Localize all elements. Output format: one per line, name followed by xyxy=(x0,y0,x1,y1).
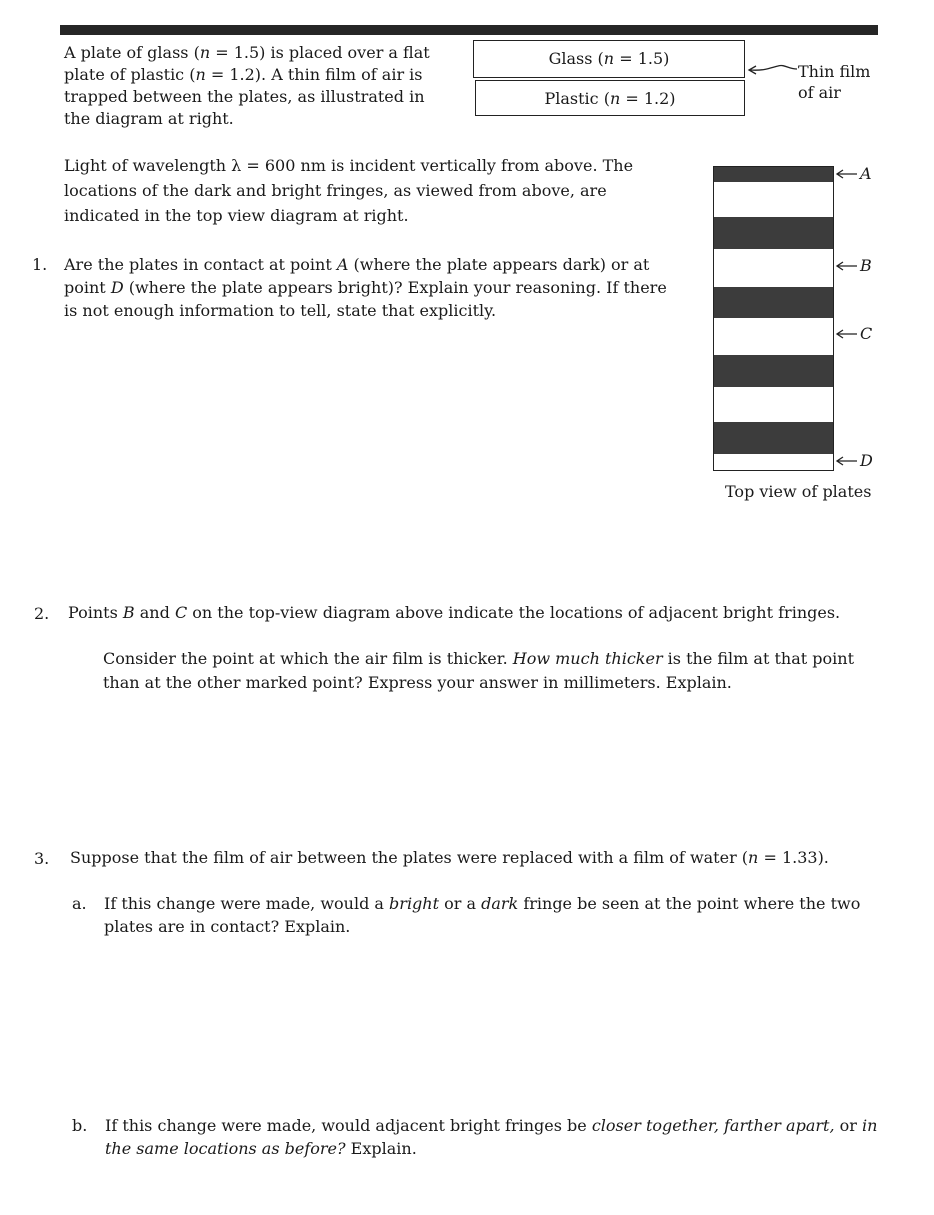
plastic-plate: Plastic (n = 1.2) xyxy=(475,80,745,116)
question-3a-number: a. xyxy=(72,894,87,913)
question-1-number: 1. xyxy=(32,255,48,274)
intro-paragraph: A plate of glass (n = 1.5) is placed over a flat plate of plastic (n = 1.2). A thin film of air is trapped between the plates, as illustrated in the diagram at right. xyxy=(64,43,430,128)
thin-film-label: Thin film of air xyxy=(798,62,871,102)
question-3-text: Suppose that the film of air between the plates were replaced with a film of water (n = 1.33). xyxy=(70,848,829,867)
point-d-label: D xyxy=(860,451,873,470)
question-3b-number: b. xyxy=(72,1116,88,1135)
question-3b-text: If this change were made, would adjacent bright fringes be closer together, farther apart, or in the same locations as before? Explain. xyxy=(105,1116,878,1158)
question-1-text: Are the plates in contact at point A (where the plate appears dark) or at point D (where the plate appears bright)? Explain your reasoning. If there is not enough information to tell, state that explicitly. xyxy=(64,255,667,320)
question-2-number: 2. xyxy=(34,604,50,623)
question-3-number: 3. xyxy=(34,849,50,868)
question-2-text: Points B and C on the top-view diagram above indicate the locations of adjacent bright fringes. xyxy=(68,603,841,622)
point-a-label: A xyxy=(860,164,872,183)
glass-plate: Glass (n = 1.5) xyxy=(473,40,745,78)
top-view-caption: Top view of plates xyxy=(725,482,872,501)
question-3a-text: If this change were made, would a bright or a dark fringe be seen at the point where the two plates are in contact? Explain. xyxy=(104,894,861,936)
light-paragraph: Light of wavelength λ = 600 nm is incident vertically from above. The locations of the dark and bright fringes, as viewed from above, are indicated in the top view diagram at right. xyxy=(64,156,634,225)
question-2-followup: Consider the point at which the air film is thicker. How much thicker is the film at that point than at the other marked point? Express your answer in millimeters. Explain. xyxy=(103,649,854,692)
point-b-label: B xyxy=(860,256,872,275)
point-c-label: C xyxy=(860,324,873,343)
